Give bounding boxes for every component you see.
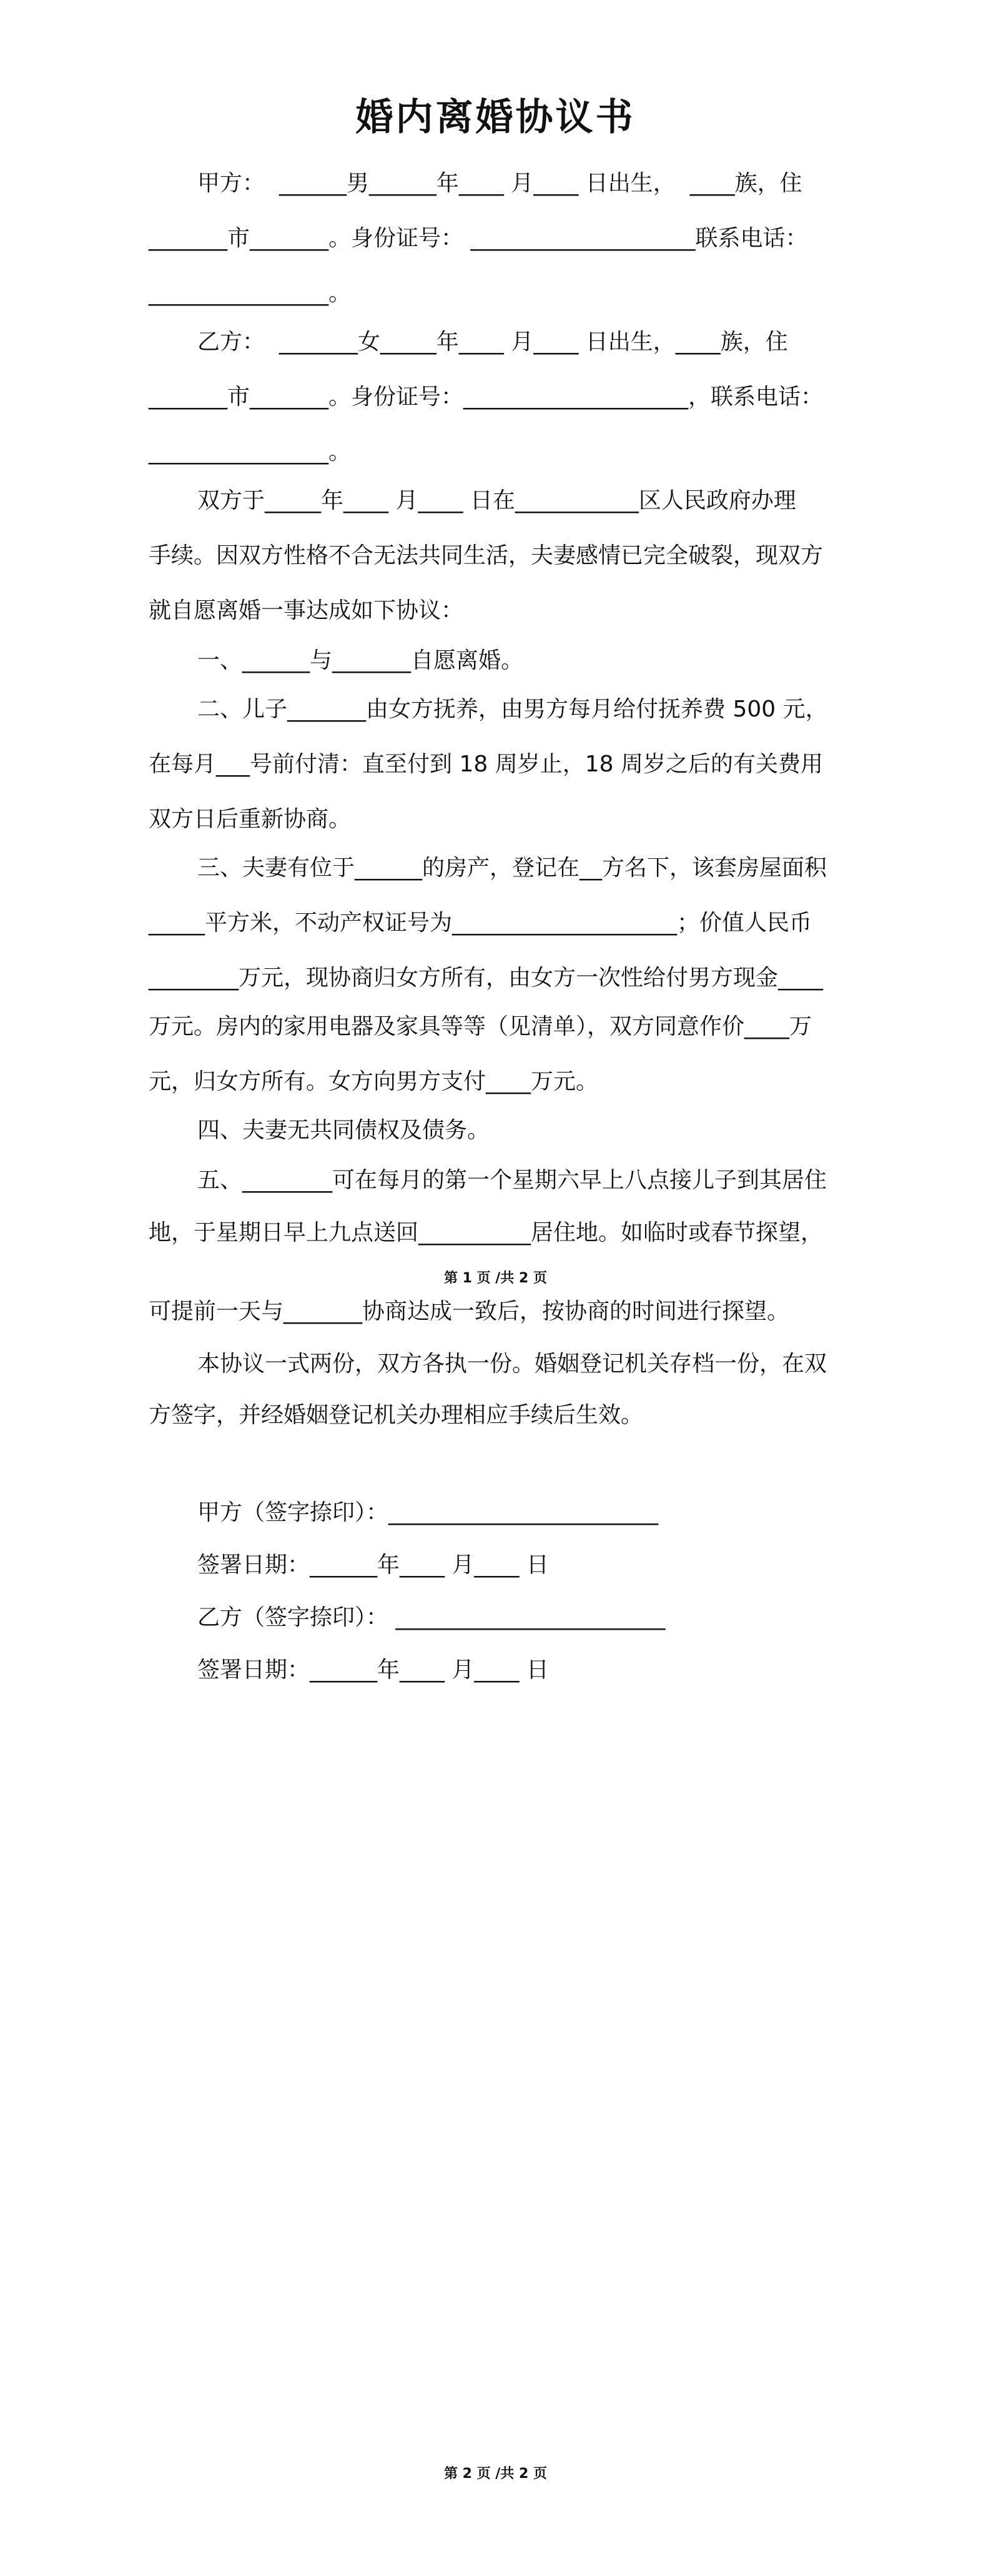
intro-line-1: 双方于_____年____ 月____ 日在___________区人民政府办理 [197, 488, 796, 513]
party-b-line-1: 乙方： _______女_____年____ 月____ 日出生，____族，住 [197, 329, 788, 355]
clause-1: 一、______与_______自愿离婚。 [197, 648, 524, 673]
party-b-line-3: ________________。 [149, 439, 351, 465]
clause-3-line-4: 万元。房内的家用电器及家具等等（见清单），双方同意作价____万 [149, 1014, 812, 1039]
party-a-line-2: _______市_______。身份证号： ____________________联系电话： [149, 225, 808, 251]
clause-3-line-2: _____平方米，不动产权证号为____________________；价值人民币 [149, 910, 812, 936]
page-footer-1: 第 1 页 /共 2 页 [444, 1271, 547, 1286]
copies-line-2: 方签字，并经婚姻登记机关办理相应手续后生效。 [149, 1402, 644, 1428]
clause-5-line-1: 五、________可在每月的第一个星期六早上八点接儿子到其居住 [197, 1167, 827, 1193]
clause-4: 四、夫妻无共同债权及债务。 [197, 1117, 490, 1143]
party-a-signature-line: 甲方（签字捺印）：________________________ [197, 1500, 659, 1525]
clause-5-line-3: 可提前一天与_______协商达成一致后，按协商的时间进行探望。 [149, 1299, 790, 1324]
intro-line-3: 就自愿离婚一事达成如下协议： [149, 598, 464, 623]
intro-line-2: 手续。因双方性格不合无法共同生活，夫妻感情已完全破裂，现双方 [149, 543, 824, 568]
party-b-signature-line: 乙方（签字捺印）： ________________________ [197, 1605, 666, 1630]
clause-3-line-3: ________万元，现协商归女方所有，由女方一次性给付男方现金____ [149, 965, 824, 991]
clause-3-line-5: 元，归女方所有。女方向男方支付____万元。 [149, 1069, 599, 1094]
party-a-line-3: ________________。 [149, 280, 351, 306]
party-a-sign-date: 签署日期：______年____ 月____ 日 [197, 1552, 549, 1578]
document-title: 婚内离婚协议书 [355, 96, 636, 139]
clause-5-line-2: 地，于星期日早上九点送回__________居住地。如临时或春节探望， [149, 1220, 824, 1246]
copies-line-1: 本协议一式两份，双方各执一份。婚姻登记机关存档一份，在双 [197, 1351, 827, 1377]
page-footer-2: 第 2 页 /共 2 页 [444, 2466, 547, 2482]
clause-3-line-1: 三、夫妻有位于______的房产，登记在__方名下，该套房屋面积 [197, 855, 827, 881]
clause-2-line-3: 双方日后重新协商。 [149, 806, 352, 832]
party-a-line-1: 甲方： ______男______年____ 月____ 日出生， ____族，住 [197, 171, 802, 196]
clause-2-line-1: 二、儿子_______由女方抚养，由男方每月给付抚养费 500 元， [197, 696, 828, 722]
party-b-line-2: _______市_______。身份证号：____________________，联系电话： [149, 384, 824, 410]
clause-2-line-2: 在每月___号前付清：直至付到 18 周岁止，18 周岁之后的有关费用 [149, 751, 823, 777]
party-b-sign-date: 签署日期：______年____ 月____ 日 [197, 1657, 549, 1683]
